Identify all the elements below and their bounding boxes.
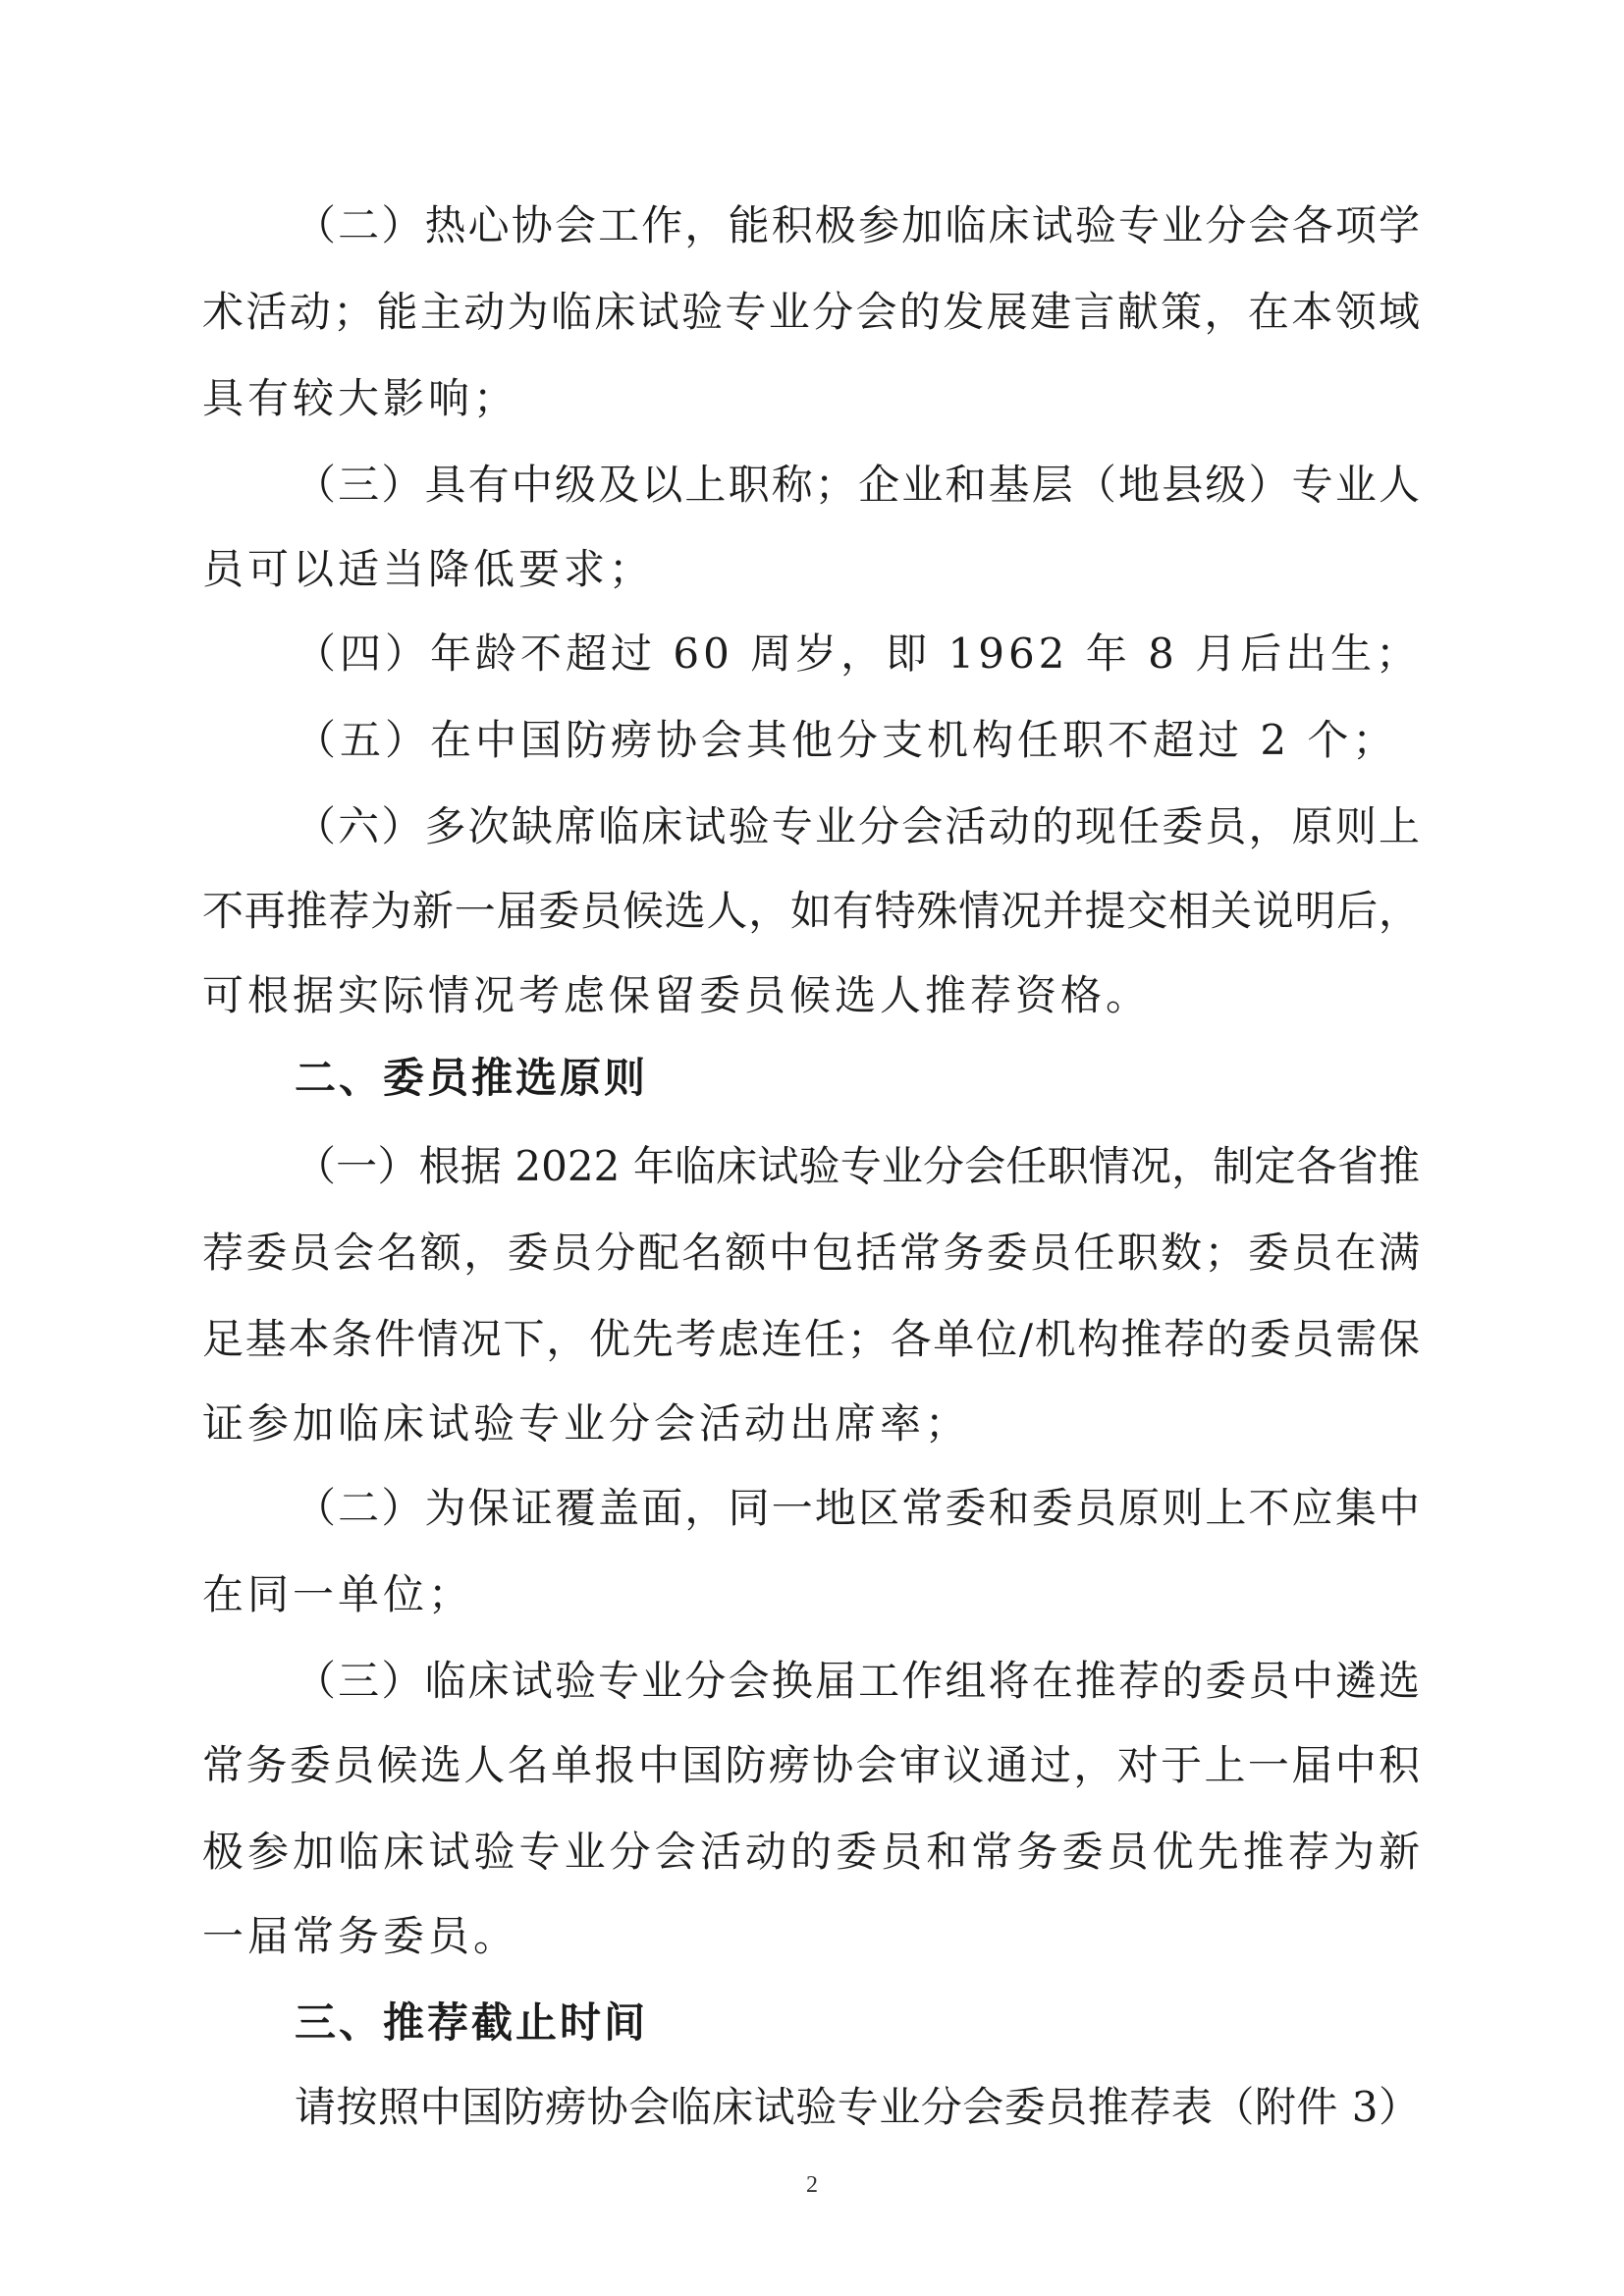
section-heading: 二、委员推选原则 — [295, 1054, 649, 1102]
text-line: （三）具有中级及以上职称；企业和基层（地县级）专业人 — [295, 461, 1420, 509]
text-line: （二）为保证覆盖面，同一地区常委和委员原则上不应集中 — [295, 1484, 1420, 1532]
section-heading: 三、推荐截止时间 — [295, 1998, 649, 2047]
text-line: （三）临床试验专业分会换届工作组将在推荐的委员中遴选 — [295, 1657, 1420, 1705]
text-line: 员可以适当降低要求； — [202, 545, 655, 593]
text-line: 术活动；能主动为临床试验专业分会的发展建言献策，在本领域 — [202, 288, 1420, 336]
text-line: 足基本条件情况下，优先考虑连任；各单位/机构推荐的委员需保 — [202, 1315, 1420, 1363]
text-line: 不再推荐为新一届委员候选人，如有特殊情况并提交相关说明后， — [202, 887, 1420, 935]
text-line: 证参加临床试验专业分会活动出席率； — [202, 1399, 971, 1448]
text-line: 一届常务委员。 — [202, 1912, 519, 1960]
text-line: 请按照中国防痨协会临床试验专业分会委员推荐表（附件 3） — [295, 2083, 1420, 2131]
text-line: 常务委员候选人名单报中国防痨协会审议通过，对于上一届中积 — [202, 1741, 1420, 1789]
text-line: 在同一单位； — [202, 1570, 474, 1618]
text-line: （五）在中国防痨协会其他分支机构任职不超过 2 个； — [295, 716, 1398, 764]
text-line: （一）根据 2022 年临床试验专业分会任职情况，制定各省推 — [295, 1142, 1420, 1190]
text-line: 可根据实际情况考虑保留委员候选人推荐资格。 — [202, 971, 1152, 1019]
page-number: 2 — [806, 2172, 818, 2198]
text-line: （四）年龄不超过 60 周岁，即 1962 年 8 月后出生； — [295, 629, 1422, 678]
text-line: 荐委员会名额，委员分配名额中包括常务委员任职数；委员在满 — [202, 1229, 1420, 1277]
text-line: 具有较大影响； — [202, 374, 519, 422]
text-line: （二）热心协会工作，能积极参加临床试验专业分会各项学 — [295, 201, 1420, 249]
text-line: 极参加临床试验专业分会活动的委员和常务委员优先推荐为新 — [202, 1828, 1420, 1876]
text-line: （六）多次缺席临床试验专业分会活动的现任委员，原则上 — [295, 802, 1420, 850]
